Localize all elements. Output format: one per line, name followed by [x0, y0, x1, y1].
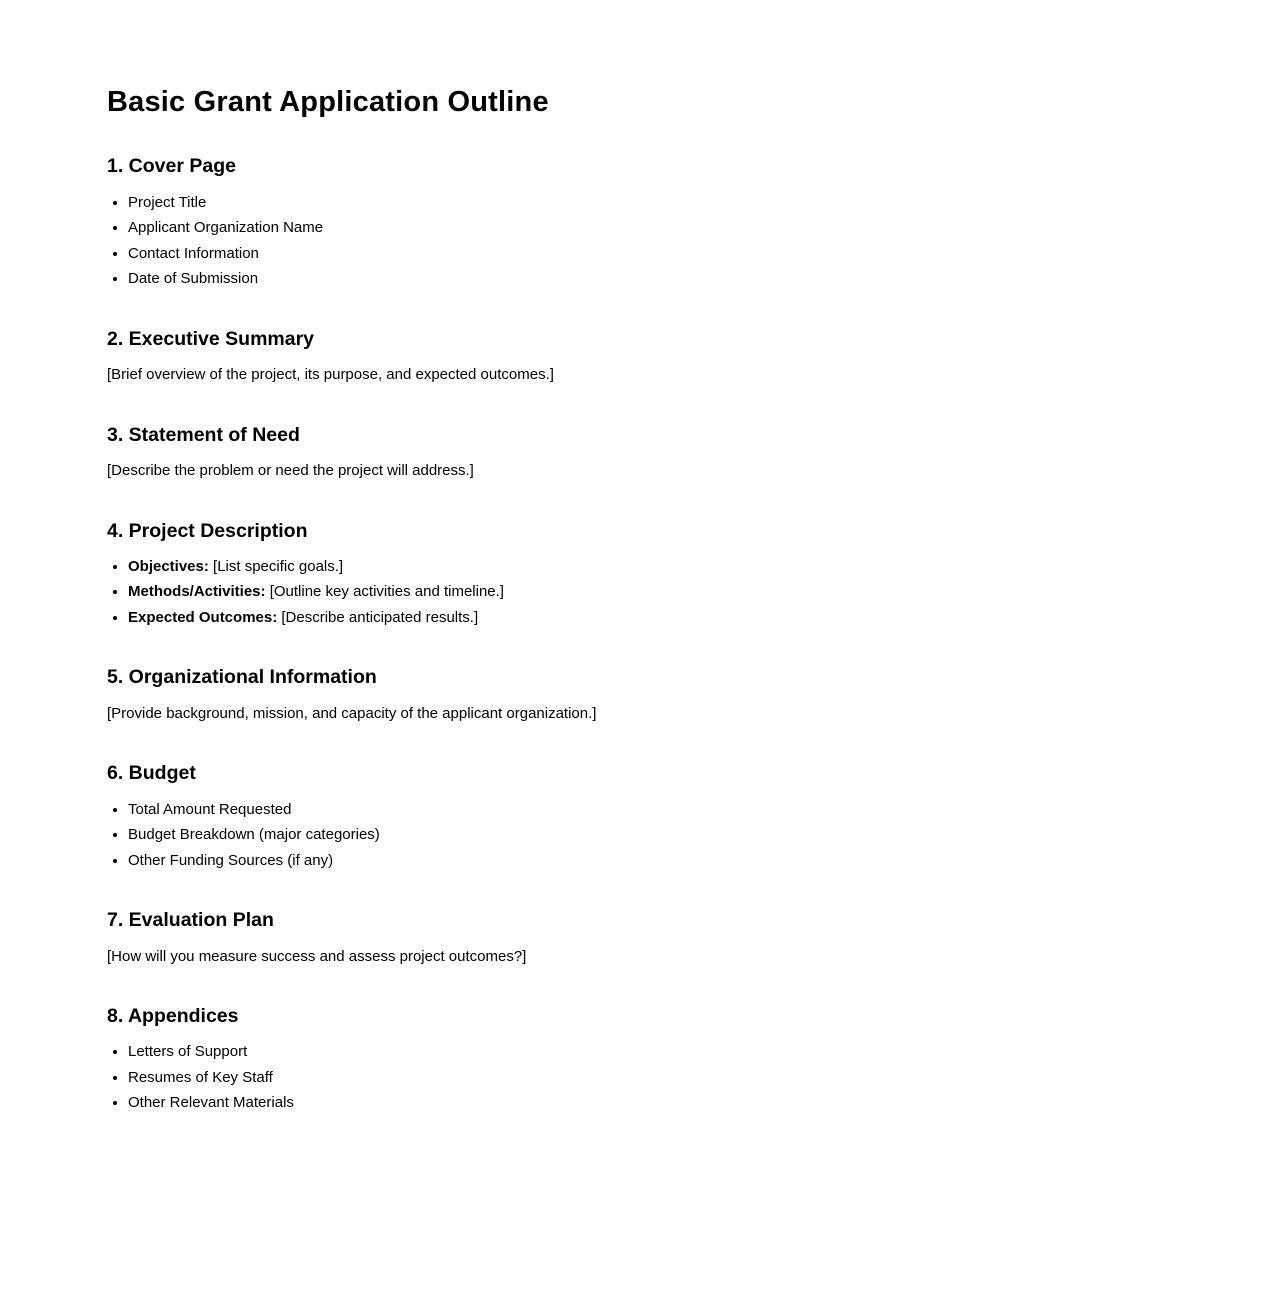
section-heading-evaluation-plan: 7. Evaluation Plan: [107, 909, 274, 932]
page-title: Basic Grant Application Outline: [107, 86, 549, 118]
placeholder-paragraph: [Brief overview of the project, its purpose, and expected outcomes.]: [107, 366, 554, 384]
section-statement-of-need: [107, 424, 880, 484]
list-item: • Resumes of Key Staff: [128, 1065, 880, 1091]
list-item: • Budget Breakdown (major categories): [128, 822, 880, 848]
list-item: [128, 605, 880, 631]
bullet-list: [107, 797, 880, 874]
bullet-list: [107, 554, 880, 631]
list-item-label: Methods/Activities:: [128, 583, 266, 601]
list-item: • Letters of Support: [128, 1039, 880, 1065]
section-heading-project-description: 4. Project Description: [107, 519, 308, 542]
section-evaluation-plan: [107, 909, 880, 969]
list-item: • Other Funding Sources (if any): [128, 848, 880, 874]
section-heading-cover-page: 1. Cover Page: [107, 155, 236, 178]
list-item: • Contact Information: [128, 241, 880, 267]
list-item-text: [Outline key activities and timeline.]: [265, 583, 504, 601]
placeholder-paragraph: [How will you measure success and assess project outcomes?]: [107, 947, 527, 965]
section-cover-page: [107, 155, 880, 291]
section-budget: [107, 762, 880, 873]
list-item: • Applicant Organization Name: [128, 215, 880, 241]
section-heading-appendices: 8. Appendices: [107, 1005, 239, 1028]
list-item: • Other Relevant Materials: [128, 1090, 880, 1116]
section-heading-organizational-information: 5. Organizational Information: [107, 666, 377, 689]
list-item-label: Expected Outcomes:: [128, 608, 278, 626]
list-item-label: Objectives:: [128, 557, 209, 575]
placeholder-paragraph: [Describe the problem or need the project will address.]: [107, 462, 474, 480]
list-item-text: [Describe anticipated results.]: [277, 608, 479, 626]
section-heading-budget: 6. Budget: [107, 762, 196, 785]
list-item: [128, 554, 880, 580]
list-item-text: [List specific goals.]: [208, 557, 344, 575]
list-item: [128, 579, 880, 605]
list-item: • Project Title: [128, 190, 880, 216]
section-executive-summary: [107, 328, 880, 388]
section-project-description: [107, 520, 880, 631]
list-item: • Total Amount Requested: [128, 797, 880, 823]
placeholder-paragraph: [Provide background, mission, and capacity of the applicant organization.]: [107, 704, 597, 722]
bullet-list: [107, 190, 880, 292]
section-heading-statement-of-need: 3. Statement of Need: [107, 423, 300, 446]
section-organizational-information: [107, 666, 880, 726]
section-heading-executive-summary: 2. Executive Summary: [107, 327, 315, 350]
bullet-list: [107, 1039, 880, 1116]
list-item: • Date of Submission: [128, 266, 880, 292]
section-appendices: [107, 1005, 880, 1116]
